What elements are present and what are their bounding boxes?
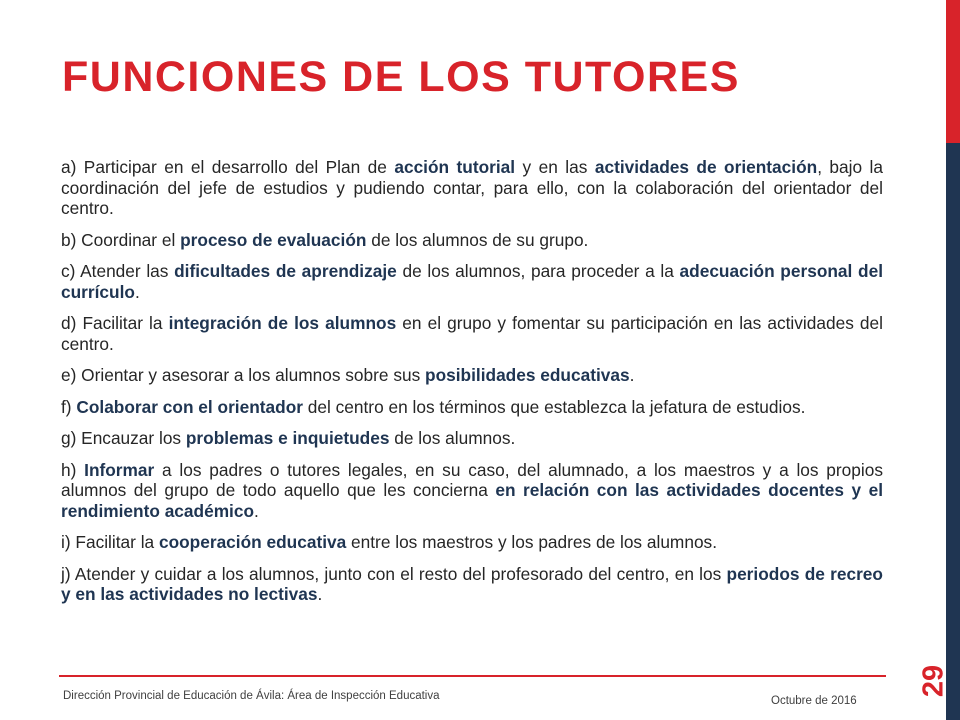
paragraph-text: j) Atender y cuidar a los alumnos, junto con el resto del profesorado del centro, en los [61, 563, 727, 584]
paragraph-text: y en las [515, 157, 595, 177]
paragraph-text: entre los maestros y los padres de los alumnos. [346, 532, 717, 552]
emphasis-text: problemas e inquietudes [185, 428, 390, 448]
paragraph-text: i) Facilitar la [61, 532, 159, 552]
footer-date: Octubre de 2016 [771, 695, 857, 707]
paragraph-text: b) Coordinar el [61, 229, 181, 250]
slide-title: FUNCIONES DE LOS TUTORES [62, 53, 740, 101]
emphasis-text: cooperación educativa [158, 532, 347, 552]
paragraph-text: . [317, 584, 323, 604]
emphasis-text: posibilidades educativas [425, 365, 630, 385]
footer-left-text: Dirección Provincial de Educación de Ávila: Área de Inspección Educativa [63, 690, 440, 702]
tutor-function-paragraph [61, 460, 883, 522]
paragraph-text: de los alumnos de su grupo. [366, 229, 589, 250]
paragraph-text: e) Orientar y asesorar a los alumnos sobre sus [61, 365, 426, 385]
emphasis-text: integración de los alumnos [168, 313, 397, 333]
tutor-function-paragraph [61, 397, 883, 418]
paragraph-text: de los alumnos, para proceder a la [396, 261, 680, 281]
tutor-function-paragraph [61, 313, 883, 354]
paragraph-text: . [629, 365, 635, 385]
paragraph-text: c) Atender las [61, 261, 175, 281]
emphasis-text: acción tutorial [394, 157, 516, 177]
footer-divider [59, 675, 886, 677]
emphasis-text: Colaborar con el orientador [76, 396, 303, 417]
paragraph-text: , bajo la coordinación del jefe de estudios y pudiendo contar, para ello, con la colaboración del orientador del centro. [61, 157, 884, 218]
emphasis-text: Informar [84, 459, 155, 480]
accent-stripe-navy [946, 143, 960, 720]
paragraph-text: del centro en los términos que establezca la jefatura de estudios. [302, 396, 806, 417]
emphasis-text: dificultades de aprendizaje [174, 261, 397, 281]
tutor-function-paragraph [61, 532, 883, 553]
tutor-function-paragraph [61, 365, 883, 386]
tutor-function-paragraph [61, 261, 883, 302]
paragraph-text: d) Facilitar la [61, 313, 169, 333]
slide-body [61, 157, 883, 616]
paragraph-text: . [254, 500, 259, 521]
tutor-function-paragraph [61, 564, 883, 605]
paragraph-text: h) [61, 459, 85, 480]
paragraph-text: a los padres o tutores legales, en su caso, del alumnado, a los maestros y a los propios alumnos del grupo de todo aquello que les concierna [61, 459, 883, 500]
accent-stripe-red [946, 0, 960, 143]
slide-number: 29 [917, 664, 950, 698]
emphasis-text: en relación con las actividades docentes y el rendimiento académico [61, 480, 883, 521]
emphasis-text: proceso de evaluación [180, 229, 367, 250]
paragraph-text: en el grupo y fomentar su participación en las actividades del centro. [61, 313, 883, 354]
tutor-function-paragraph [61, 428, 883, 449]
emphasis-text: actividades de orientación [594, 157, 818, 177]
emphasis-text: adecuación personal del currículo [61, 261, 883, 302]
tutor-function-paragraph [61, 230, 883, 251]
paragraph-text: g) Encauzar los [61, 428, 186, 448]
paragraph-text: . [134, 281, 140, 302]
emphasis-text: periodos de recreo y en las actividades no lectivas [61, 563, 883, 604]
paragraph-text: de los alumnos. [389, 428, 516, 448]
paragraph-text: f) [61, 396, 77, 417]
paragraph-text: a) Participar en el desarrollo del Plan de [61, 157, 395, 177]
tutor-function-paragraph [61, 157, 883, 219]
